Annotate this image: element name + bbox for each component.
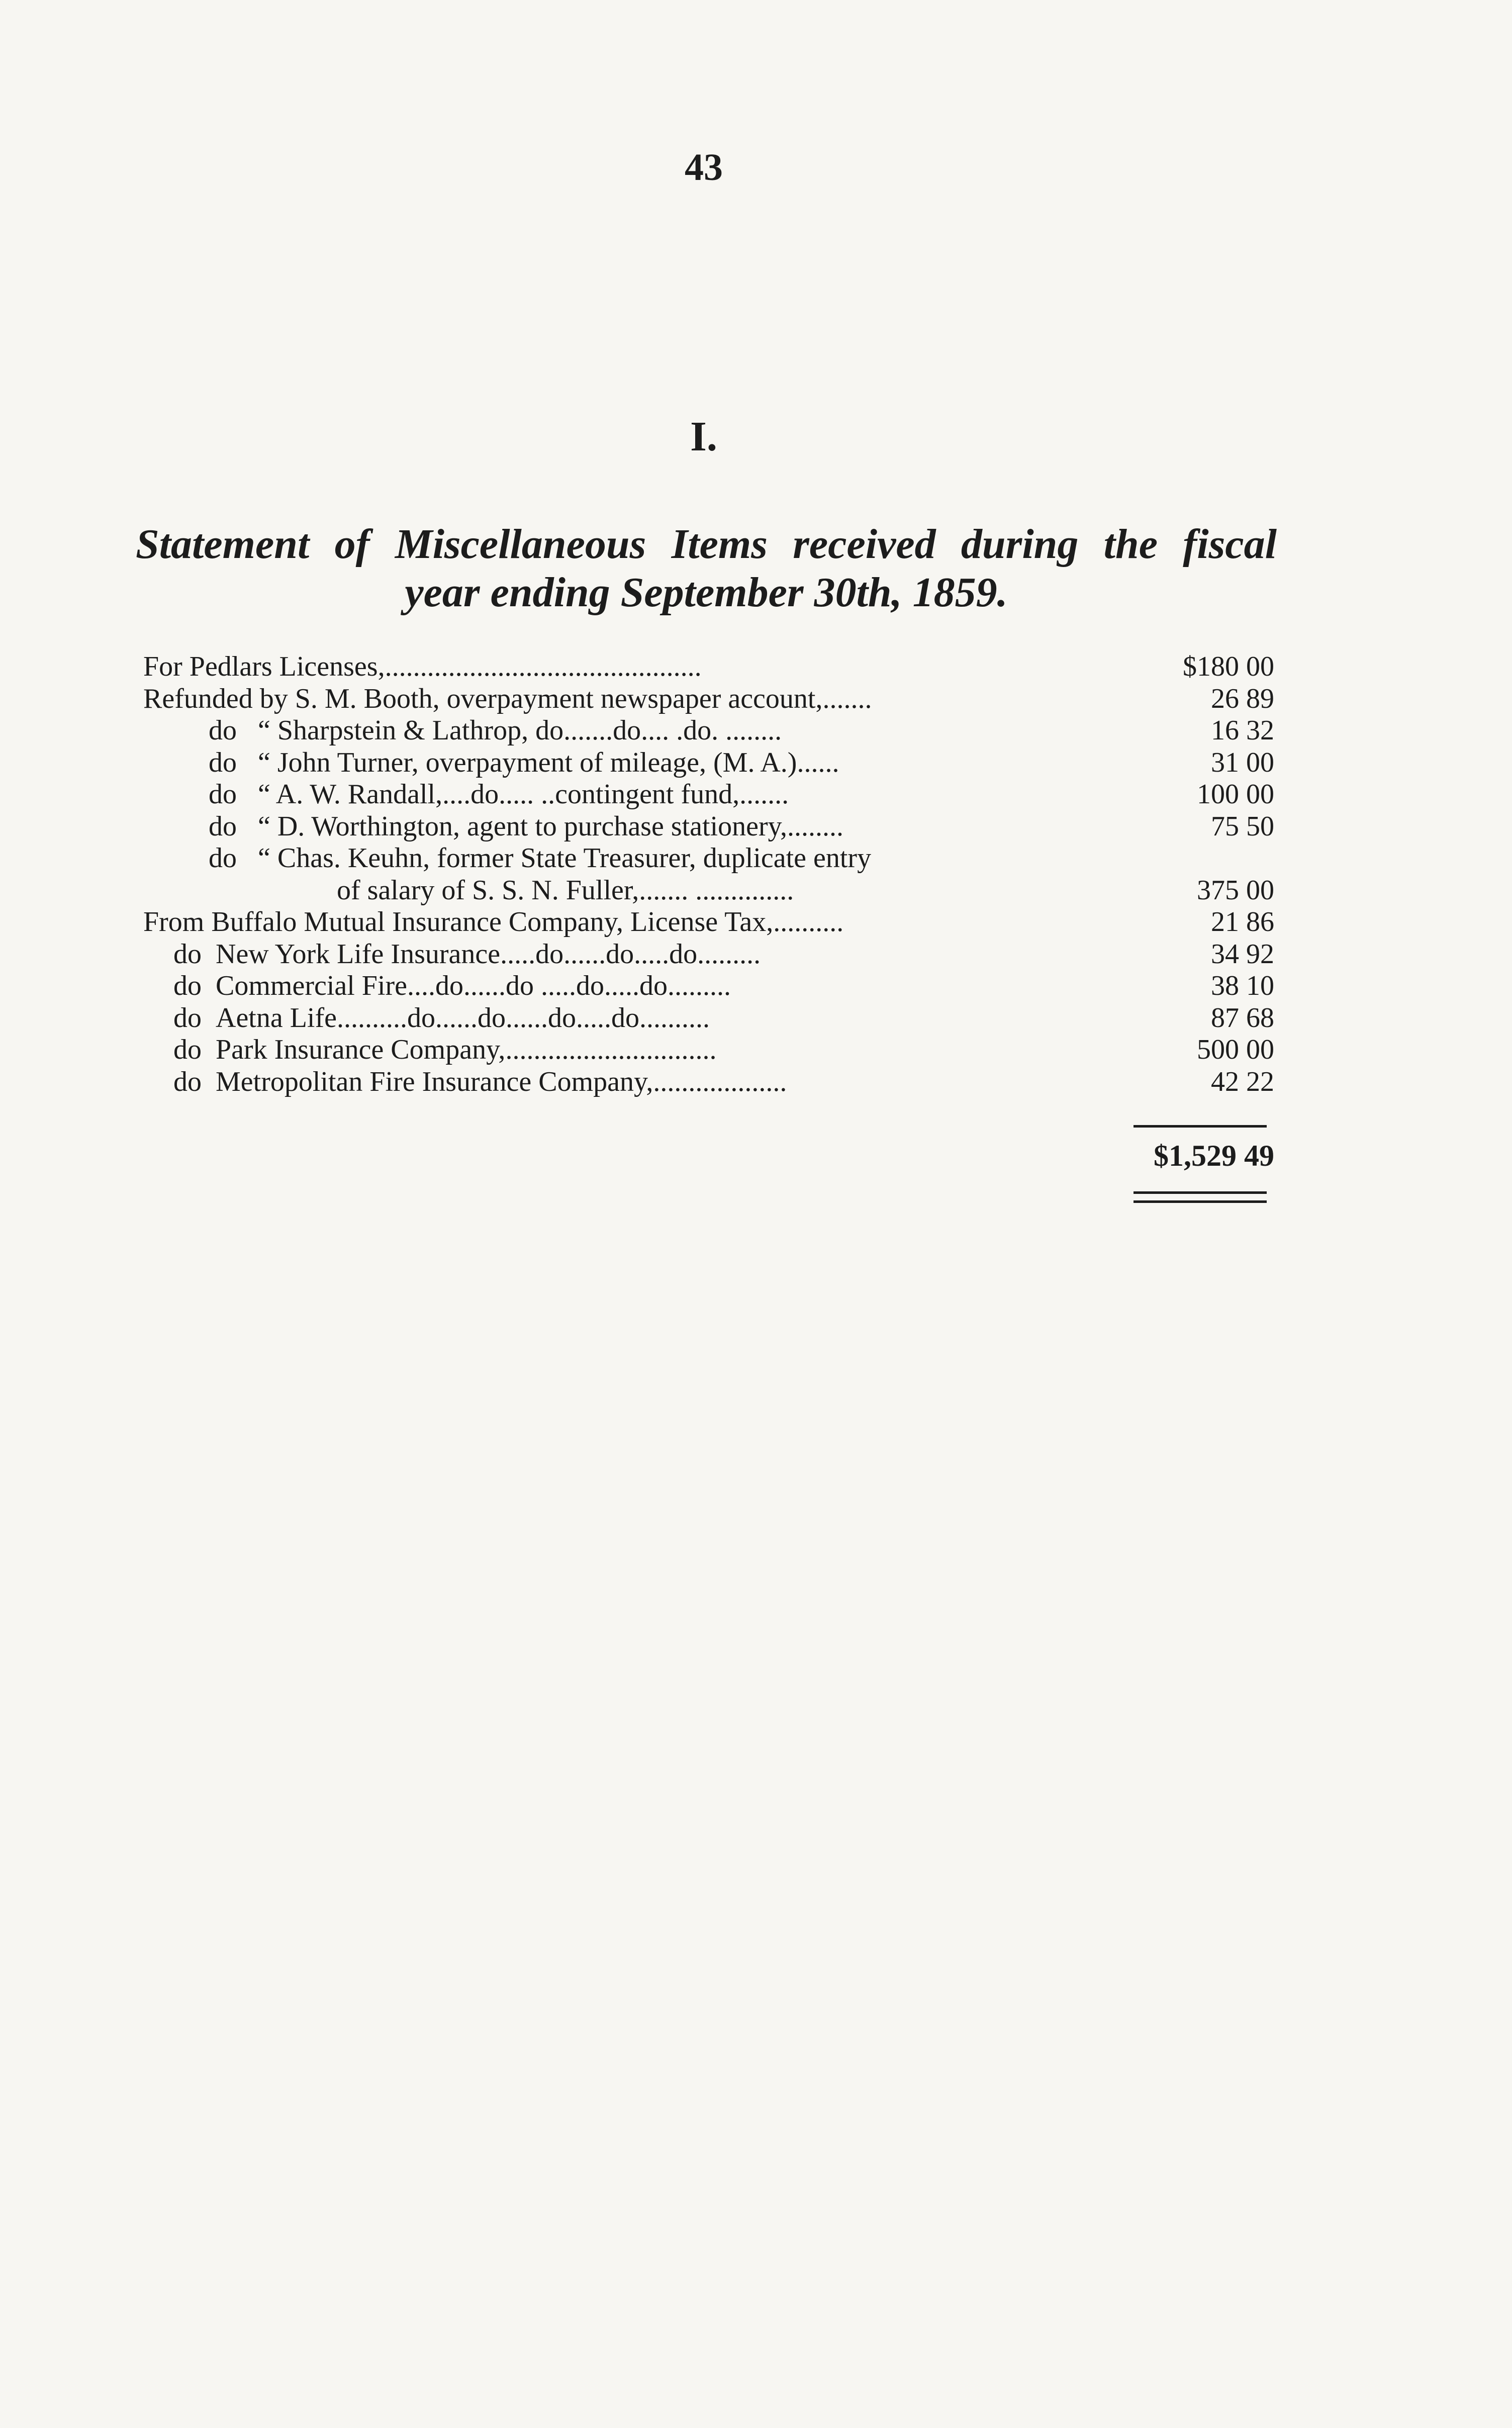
- entry-description: do Metropolitan Fire Insurance Company,...................: [173, 1066, 787, 1097]
- title-word: Items: [671, 521, 768, 568]
- title-word: of: [334, 521, 370, 568]
- sum-rule: [1133, 1125, 1267, 1128]
- entry-description: do “ Chas. Keuhn, former State Treasurer, duplicate entry: [209, 843, 872, 874]
- ledger-row: [143, 1066, 1274, 1098]
- ledger-row: [143, 906, 1274, 939]
- ledger-row: [143, 779, 1274, 811]
- entry-description: do “ Sharpstein & Lathrop, do.......do.... .do. ........: [209, 715, 782, 746]
- title-word: received: [793, 521, 936, 568]
- title-word: during: [961, 521, 1079, 568]
- entry-description: of salary of S. S. N. Fuller,....... ..............: [337, 874, 794, 906]
- entry-description: For Pedlars Licenses,.............................................: [143, 651, 702, 682]
- title-word: the: [1103, 521, 1158, 568]
- entry-amount: 42 22: [1211, 1066, 1274, 1097]
- title-word: Statement: [136, 521, 310, 568]
- ledger-row: [143, 715, 1274, 747]
- ledger-row: [143, 939, 1274, 971]
- entry-amount: 500 00: [1197, 1034, 1274, 1065]
- entry-description: do “ D. Worthington, agent to purchase stationery,........: [209, 810, 844, 842]
- entry-amount: 21 86: [1211, 906, 1274, 938]
- entry-amount: 375 00: [1197, 874, 1274, 906]
- ledger-row: [143, 811, 1274, 843]
- ledger-row: [143, 970, 1274, 1002]
- entry-description: do New York Life Insurance.....do......do.....do.........: [173, 938, 761, 970]
- entry-description: From Buffalo Mutual Insurance Company, License Tax,..........: [143, 906, 844, 938]
- entry-amount: $180 00: [1183, 651, 1274, 682]
- entry-amount: 26 89: [1211, 683, 1274, 714]
- entry-amount: 100 00: [1197, 779, 1274, 810]
- grand-total: $1,529 49: [1154, 1139, 1274, 1172]
- title-line-1: [136, 520, 1277, 569]
- double-rule-top: [1133, 1191, 1267, 1194]
- ledger-row: [143, 651, 1274, 683]
- ledger-row: [143, 1034, 1274, 1066]
- entry-amount: 38 10: [1211, 970, 1274, 1001]
- entry-amount: 16 32: [1211, 715, 1274, 746]
- entry-amount: 87 68: [1211, 1002, 1274, 1034]
- ledger-row: [143, 747, 1274, 779]
- entry-description: do “ A. W. Randall,....do..... ..contingent fund,.......: [209, 779, 789, 810]
- section-numeral: I.: [690, 413, 717, 460]
- ledger-row: [143, 843, 1274, 875]
- ledger-table: [143, 651, 1274, 1098]
- entry-description: do “ John Turner, overpayment of mileage, (M. A.)......: [209, 746, 839, 778]
- entry-description: Refunded by S. M. Booth, overpayment newspaper account,.......: [143, 683, 872, 714]
- entry-description: do Commercial Fire....do......do .....do.....do.........: [173, 970, 731, 1001]
- title-line-2: year ending September 30th, 1859.: [405, 569, 1008, 616]
- statement-title: [136, 520, 1277, 617]
- entry-amount: 34 92: [1211, 938, 1274, 970]
- title-word: fiscal: [1183, 521, 1277, 568]
- double-rule-bottom: [1133, 1200, 1267, 1203]
- ledger-row: [143, 683, 1274, 715]
- entry-description: do Aetna Life..........do......do......do.....do..........: [173, 1002, 710, 1034]
- entry-description: do Park Insurance Company,..............................: [173, 1034, 717, 1065]
- ledger-row: [143, 875, 1274, 907]
- page-number: 43: [685, 146, 723, 189]
- ledger-row: [143, 1002, 1274, 1035]
- entry-amount: 31 00: [1211, 746, 1274, 778]
- entry-amount: 75 50: [1211, 810, 1274, 842]
- title-word: Miscellaneous: [395, 521, 646, 568]
